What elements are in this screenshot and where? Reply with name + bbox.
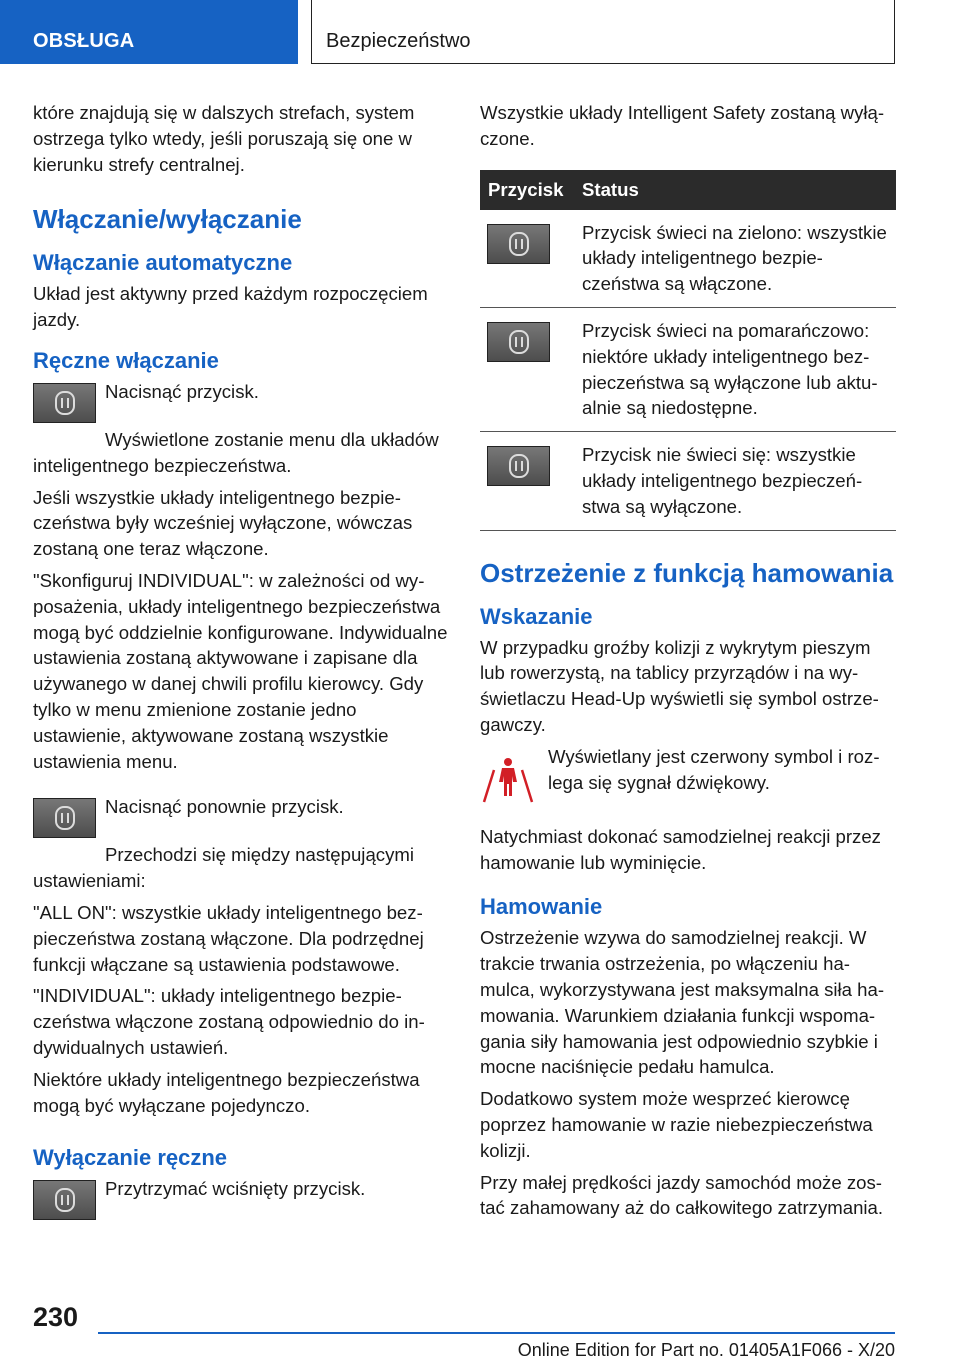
table-row — [480, 210, 896, 308]
warning-symbol-row — [480, 744, 896, 824]
low-speed-text: Przy małej prędkości jazdy samochód może zostać zahamowany aż do całkowitego zatrzymania. — [480, 1171, 884, 1219]
press-button-text: Nacisnąć przycisk. — [105, 380, 259, 402]
intro-paragraph: które znajdują się w dalszych strefach, system ostrzega tylko wtedy, jeśli poruszają się one w kierunku strefy centralnej. — [33, 102, 415, 175]
switches-text: Przechodzi się między następującymi ustawieniami: — [33, 844, 414, 892]
chapter-title: Bezpieczeństwo — [326, 30, 471, 52]
some-off-text: Niektóre układy inteligentnego bezpieczeństwa mogą być wyłączane pojedynczo. — [33, 1068, 420, 1116]
pedestrian-warning-icon — [480, 750, 536, 806]
heading-manual-off: Wyłączanie ręczne — [33, 1145, 228, 1171]
chapter-tab — [311, 0, 895, 64]
right-column — [480, 100, 896, 1227]
individual-text: "INDIVIDUAL": układy inteligentnego bezpieczeństwa włączone zostaną odpowiednio do indywidualnych ustawień. — [33, 985, 425, 1058]
heading-auto-on: Włączanie automatyczne — [33, 250, 293, 276]
red-symbol-text: Wyświetlany jest czerwony symbol i rozlega się sygnał dźwiękowy. — [548, 745, 880, 793]
heading-manual-on: Ręczne włączanie — [33, 347, 219, 373]
press-again-row — [33, 794, 451, 842]
braking-text: Ostrzeżenie wzywa do samodzielnej reakcji. W trakcie trwania ostrzeżenia, po włączeniu hamulca, wykorzystywana jest maksymalna siła hamowania. Warunkiem działania funkcji wspomagania siły hamowania jest odpowiednio szybkie i mocne naciśnięcie pedału hamulca. — [480, 927, 885, 1078]
section-tab — [0, 0, 298, 64]
intelligent-safety-button-icon — [33, 1180, 96, 1220]
if-all-off-text: Jeśli wszystkie układy inteligentnego bezpieczeństwa były wcześniej wyłączone, wówczas zostaną one teraz włączone. — [33, 486, 413, 560]
section-title: OBSŁUGA — [33, 30, 135, 52]
heading-on-off: Włączanie/wyłączanie — [33, 204, 302, 235]
intelligent-safety-button-icon — [487, 446, 550, 486]
intelligent-safety-button-icon — [33, 798, 96, 838]
footer-divider — [98, 1332, 895, 1334]
intelligent-safety-button-icon — [487, 224, 550, 264]
configure-text: "Skonfiguruj INDIVIDUAL": w zależności od wyposażenia, układy inteligentnego bezpieczeństwa mogą być oddzielnie konfigurowane. Indywidualne ustawienia zostaną aktywowane i zapisane dla używanego w danej chwili profilu kierowcy. Gdy tylko w menu zmienione zostanie jedno ustawienie, aktywowane zostaną wszystkie ustawienia menu. — [33, 569, 448, 772]
heading-braking: Hamowanie — [480, 894, 603, 920]
column-header-button: Przycisk — [480, 170, 574, 210]
press-button-row — [33, 379, 451, 427]
status-table-header — [480, 170, 896, 210]
support-text: Dodatkowo system może wesprzeć kierowcę poprzez hamowanie w razie niebezpieczeństwa kolizji. — [480, 1088, 873, 1161]
column-header-status: Status — [574, 170, 896, 210]
heading-indication: Wskazanie — [480, 603, 593, 629]
left-column — [33, 100, 451, 1224]
status-cell: Przycisk świeci na pomarańczowo: niektóre układy inteligentnego bezpieczeństwa są wyłączone lub aktualnie są niedostępne. — [574, 307, 896, 431]
all-off-text: Wszystkie układy Intelligent Safety zostaną wyłączone. — [480, 102, 885, 149]
status-cell: Przycisk nie świeci się: wszystkie układy inteligentnego bezpieczeństwa są wyłączone. — [574, 432, 896, 530]
react-text: Natychmiast dokonać samodzielnej reakcji przez hamowanie lub wyminięcie. — [480, 825, 881, 873]
hold-button-row — [33, 1176, 451, 1224]
page-number: 230 — [33, 1302, 79, 1332]
table-row — [480, 432, 896, 530]
menu-shown-text: Wyświetlone zostanie menu dla układów inteligentnego bezpieczeństwa. — [33, 428, 439, 476]
edition-text: Online Edition for Part no. 01405A1F066 - X/20 — [517, 1340, 895, 1360]
auto-on-text: Układ jest aktywny przed każdym rozpoczęciem jazdy. — [33, 283, 428, 331]
status-table — [480, 170, 896, 531]
indication-text: W przypadku groźby kolizji z wykrytym pieszym lub rowerzystą, na tablicy przyrządów i na wyświetlaczu Head-Up wyświetli się symbol ostrzegawczy. — [480, 636, 879, 735]
heading-brake-warning: Ostrzeżenie z funkcją hamowania — [480, 557, 894, 588]
press-again-text: Nacisnąć ponownie przycisk. — [105, 796, 344, 818]
table-row — [480, 307, 896, 431]
intelligent-safety-button-icon — [487, 322, 550, 362]
all-on-text: "ALL ON": wszystkie układy inteligentnego bezpieczeństwa zostaną włączone. Dla podrzędnej funkcji włączane są ustawienia podstawowe. — [33, 901, 424, 975]
intelligent-safety-button-icon — [33, 383, 96, 423]
hold-button-text: Przytrzymać wciśnięty przycisk. — [105, 1178, 366, 1200]
status-cell: Przycisk świeci na zielono: wszystkie układy inteligentnego bezpieczeństwa są włączone. — [574, 210, 896, 308]
